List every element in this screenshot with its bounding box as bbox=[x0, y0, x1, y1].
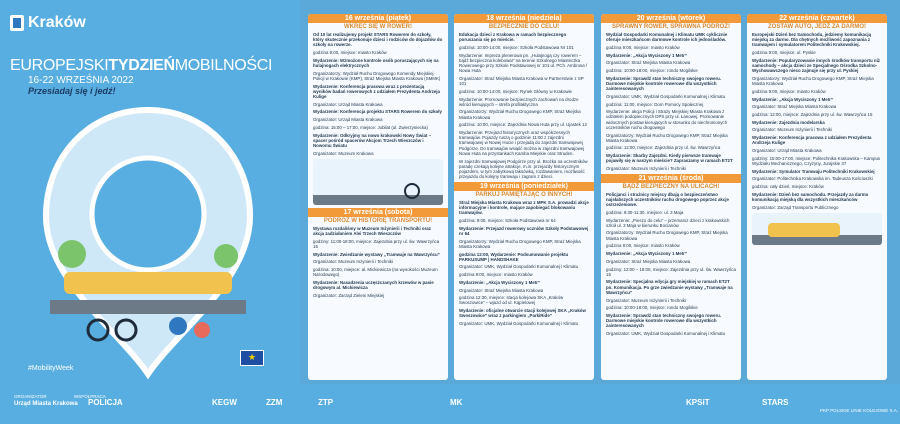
paragraph: godzina: 12:00, miejsce: Zajezdnia przy ul. św. Wawrzyńca bbox=[606, 145, 721, 151]
paragraph: godzina: 15:00 – 17:00, miejsce: Jubilat (ul. Zwierzyniecka) bbox=[313, 124, 428, 130]
paragraph: Organizatorzy: Wydział Ruchu Drogowego KMP, Straż Miejska Miasta Krakowa bbox=[606, 230, 728, 241]
sponsor-logo[interactable]: POLICJA bbox=[88, 398, 123, 407]
paragraph: godzina: 10:00, miejsce: al. Mickiewicza (na wysokości Muzeum Narodowego) bbox=[313, 267, 438, 278]
road-illustration bbox=[50, 300, 246, 314]
day-header: 16 września (piątek) bbox=[308, 14, 448, 23]
day-body bbox=[308, 226, 448, 298]
day-theme: WKRĘĆ SIĘ W ROWER! bbox=[344, 24, 412, 30]
paragraph: godzina: 9:00, miejsce: Szkoła Podstawowa nr 64 bbox=[459, 217, 556, 223]
paragraph: Wydział Gospodarki Komunalnej i Klimatu UMK cyklicznie oferuje mieszkańcom darmowe kontrole ich jednośladów. bbox=[606, 32, 728, 43]
tram-illustration bbox=[752, 213, 882, 245]
hashtag[interactable]: #MobilityWeek bbox=[28, 365, 74, 372]
paragraph: Wydarzenie: Zajezdnia modelarska bbox=[752, 119, 825, 125]
sponsor-logo[interactable]: KEGW bbox=[212, 398, 237, 407]
title-part-3: MOBILNOŚCI bbox=[174, 57, 273, 74]
sponsor-logo[interactable]: ZZM bbox=[266, 398, 283, 407]
paragraph: Wydarzenie: Skarby Zajezdni. Kiedy pierwsze tramwaje pojawiły się w naszym mieście? Zapraszamy w ramach ET2T bbox=[606, 153, 733, 164]
organizer-name[interactable]: Urząd Miasta Krakowa bbox=[14, 401, 78, 407]
paragraph: Od 10 lat realizujemy projekt STARS Rowerem do szkoły, który skutecznie przekonuje dzieci i rodziców do dojazdów do szkoły na rowerze. bbox=[313, 32, 443, 48]
title-part-1: EUROPEJSKI bbox=[10, 57, 109, 74]
logo-text: Kraków bbox=[28, 14, 86, 31]
day-header: 18 września (niedziela) bbox=[454, 14, 594, 23]
schedule-column-1 bbox=[308, 14, 448, 380]
paragraph: godzina: 10:00-14:00, miejsce: Rynek Główny w Krakowie bbox=[459, 88, 572, 94]
paragraph: Wydarzenie: „Pieszo do celu” – przemarsz dzieci z krakowskich szkół ul. 3 Maja w kierunku Bocianów bbox=[606, 217, 730, 228]
day-body bbox=[747, 32, 887, 210]
paragraph: Organizatorzy: Wydział Ruchu Drogowego KMP, Straż Miejska Miasta Krakowa bbox=[459, 238, 581, 249]
paragraph: godzina 9:00, miejsce: miasto Kraków bbox=[313, 50, 387, 56]
day-header: 21 września (środa) bbox=[601, 174, 741, 183]
organizer-label: ORGANIZATOR bbox=[14, 394, 47, 399]
paragraph: godzina: 10:00-18:00, miejsce: rondo Mogilskie bbox=[606, 68, 698, 74]
poster-title bbox=[10, 58, 272, 74]
day-theme: PARKUJ PAMIĘTAJĄC O INNYCH! bbox=[475, 191, 573, 198]
day-body bbox=[601, 32, 741, 171]
paragraph: godzina: 12:00, miejsce: Zajezdnia przy ul. św. Wawrzyńca 15 bbox=[752, 111, 873, 117]
paragraph: godziny: 15:00-17:00, miejsce: Politechnika Krakowska – Kampus Wydziału Mechanicznego, Czyżyny, Jurajskie 37 bbox=[752, 155, 881, 166]
schedule-column-4 bbox=[747, 14, 887, 380]
pin-hole bbox=[92, 158, 204, 270]
poster-dates: 16-22 WRZEŚNIA 2022 bbox=[28, 75, 134, 86]
sponsor-logo[interactable]: STARS bbox=[762, 398, 789, 407]
paragraph: Organizator: Muzeum Inżynierii i Techniki bbox=[313, 259, 393, 265]
paragraph: Organizatorzy: Wydział Ruchu Drogowego KMP, Straż Miejska Miasta Krakowa bbox=[606, 132, 728, 143]
paragraph: Organizator: Urząd Miasta Krakowa bbox=[752, 147, 822, 153]
day-body bbox=[454, 200, 594, 326]
paragraph: Wystawa rozdaliśmy w Muzeum Inżynierii i Techniki oraz akcja zadziałaniem Alei Trzech Wieszczów bbox=[313, 225, 431, 237]
sponsor-logo[interactable]: KPSiT bbox=[686, 398, 710, 407]
krakow-logo[interactable] bbox=[10, 14, 86, 32]
paragraph: Wydarzenie: „Akcja Wyciszony 1 Metr” bbox=[459, 279, 541, 285]
paragraph: Organizator: Zarząd Transportu Publicznego bbox=[752, 204, 839, 210]
paragraph: Organizator: Straż Miejska Miasta Krakowa w Partnerstwie z SP 101 bbox=[459, 75, 584, 87]
paragraph: godzina 9:00, miejsce: miasto Kraków bbox=[752, 88, 826, 94]
paragraph: godzina: 10:00-14:00, miejsce: Szkoła Podstawowa Nr 101 bbox=[459, 44, 574, 50]
paragraph: Organizator: UMK, Wydział Gospodarki Komunalnej i Klimatu bbox=[606, 93, 726, 99]
day-theme: PODRÓŻ W HISTORIĘ TRANSPORTU! bbox=[323, 217, 433, 224]
paragraph: Organizatorzy: Wydział Ruchu Drogowego KMP, Straż Miejska Miasta Krakowa bbox=[752, 75, 874, 87]
map-pin-illustration bbox=[38, 104, 258, 380]
paragraph: Organizator: Muzeum Inżynierii i Techniki bbox=[606, 166, 686, 172]
paragraph: Organizator: Politechnika Krakowska im. Tadeusza Kościuszki bbox=[752, 176, 873, 182]
paragraph: Organizator: Urząd Miasta Krakowa bbox=[313, 117, 383, 123]
paragraph: Edukacja dzieci z Krakowa w ramach bezpiecznego poruszania się po mieście. bbox=[459, 32, 567, 43]
schedule-column-3 bbox=[601, 14, 741, 380]
day-theme: BĄDŹ BEZPIECZNY NA ULICACH! bbox=[622, 183, 720, 190]
day-theme: BEZPIECZNIE DO CELU! bbox=[488, 24, 560, 30]
partners-label: WSPÓŁPRACA bbox=[74, 394, 106, 399]
day-header: 17 września (sobota) bbox=[308, 208, 448, 217]
eu-flag-icon bbox=[240, 350, 264, 366]
day-theme: SPRAWNY ROWER, SPRAWNA PODRÓŻ! bbox=[611, 24, 730, 30]
day-header: 19 września (poniedziałek) bbox=[454, 182, 594, 191]
paragraph: godzina 12:30, miejsce: stacja kolejowa SKA „Kraków Swoszowice” – wjazd od ul. Kąpielowej bbox=[459, 295, 564, 306]
day-theme: ZOSTAW AUTO, JEDŹ ZA DARMO! bbox=[768, 24, 866, 30]
paragraph: Wydarzenie: „Akcja Wyciszony 1 Metr” bbox=[606, 52, 688, 58]
paragraph: Wydarzenie: Symulator Tramwaju Politechniki Krakowskiej bbox=[752, 168, 875, 174]
paragraph: Europejski Dzień bez Samochodu, jedziemy komunikacją miejską za darmo. Dla chętnych możliwość zapoznania z tramwajem i symulatorem Politechniki Krakowskiej. bbox=[752, 32, 872, 48]
paragraph: Wydarzenie: „Akcja Wyciszony 1 Metr” bbox=[752, 96, 834, 102]
poster-panel bbox=[0, 0, 300, 424]
cyclist-illustration bbox=[313, 159, 443, 205]
paragraph: Wydarzenie: Nasadzenia uczęszczanych krzewów w pasie drogowym al. Mickiewicza bbox=[313, 279, 434, 291]
bike-wheel-1 bbox=[88, 320, 108, 340]
person-2 bbox=[194, 322, 210, 338]
paragraph: Organizator: Straż Miejska Miasta Krakowa bbox=[752, 104, 837, 110]
sponsor-logo[interactable]: MK bbox=[450, 398, 463, 407]
paragraph: Wydarzenie: Specjalna edycja gry miejskiej w ramach ET2T pn. Komunikacja. Po grze zwiedzanie wystawy „Tramwaje na Wawrzyńcu” bbox=[606, 279, 733, 295]
paragraph: godzina 9:00, miejsce: miasto Kraków bbox=[459, 272, 533, 278]
paragraph: Policjanci i strażnicy miejscy dbają o bezpieczeństwo najsłabszych uczestników ruchu drogowego poprzez akcje ostrzeżeniowe. bbox=[606, 191, 729, 208]
paragraph: Organizator: UMK, Wydział Gospodarki Komunalnej i Klimatu bbox=[606, 331, 726, 337]
schedule-column-2 bbox=[454, 14, 594, 380]
paragraph: Organizator: UMK, Wydział Gospodarki Komunalnej i Klimatu bbox=[459, 264, 579, 270]
day-body bbox=[308, 32, 448, 156]
paragraph: Wydarzenie: Dzień bez samochodu. Przejazdy za darmo komunikacją miejską dla wszystkich mieszkańców bbox=[752, 191, 869, 202]
paragraph: Wydarzenie: Popularyzowanie innych środków transportu niż samochody – akcja dzieci ze Specjalnego Ośrodka Szkolno-Wychowawczego nieco zajmuje się przy ul. Pyskiej bbox=[752, 57, 880, 74]
sponsor-logo[interactable]: ZTP bbox=[318, 398, 334, 407]
day-body bbox=[601, 192, 741, 336]
paragraph: Organizator: Straż Miejska Miasta Krakowa bbox=[459, 287, 544, 293]
paragraph: Wydarzenie: Sprawdź stan techniczny swojego roweru. Darmowe miejskie kontrole rowerowe dla wszystkich zainteresowanych bbox=[606, 312, 722, 329]
paragraph: Wydarzenie: Zwiedzanie wystawy „Tramwaje na Wawrzyńcu” bbox=[313, 251, 440, 257]
paragraph: Wydarzenie: akcja Policji i Straży Miejskiej Miasta Krakowa z udziałem podopiecznych DPS przy ul. Łanowej. Promowanie widocznych postaw kierujących w stosunku do niechronionych uczestników ruchu drogowego bbox=[606, 109, 728, 130]
paragraph: Organizator: Muzeum Inżynierii i Techniki bbox=[606, 297, 686, 303]
paragraph: Wydarzenie: Sprawdź stan techniczny swojego roweru. Darmowe miejskie kontrole rowerowe dla wszystkich zainteresowanych bbox=[606, 75, 722, 92]
road-illustration bbox=[313, 195, 443, 205]
day-header: 20 września (wtorek) bbox=[601, 14, 741, 23]
poster-slogan: Przesiadaj się i jedź! bbox=[28, 86, 116, 96]
paragraph: Organizator: UMK, Wydział Gospodarki Komunalnej i Klimatu bbox=[459, 321, 579, 327]
paragraph: Wydarzenie: Promowanie bezpiecznych zachowań na drodze wśród kierujących – strefa profilaktyczna bbox=[459, 96, 579, 107]
paragraph: godzina: 10:00-18:00, miejsce: rondo Mogilskie bbox=[606, 305, 698, 311]
sponsor-logo[interactable]: PKP POLSKIE LINIE KOLEJOWE S.A. bbox=[820, 408, 898, 413]
paragraph: Wydarzenie: Impreza plenerowa pn. „Hulajnogą czy rowerem – bądź bezpieczna kolebowa!” na terenie Szkolnego Miasteczka Rowerowego przy Szkole Podstawowej nr 101 ul. PCh. Ambrosa / Nowa Huta bbox=[459, 52, 588, 74]
paragraph: godzina 9:00, miejsce: miasto Kraków bbox=[606, 44, 680, 50]
paragraph: Organizator: Muzeum Inżynierii i Techniki bbox=[752, 127, 832, 133]
tram-icon bbox=[768, 223, 841, 237]
paragraph: godzina 9:00, miejsce: ul. Pyskie bbox=[752, 50, 816, 56]
paragraph: Wydarzenie: „Akcja Wyciszony 1 Metr” bbox=[606, 251, 688, 257]
paragraph: Wydarzenie: Wzmożone kontrole osób poruszających się na hulajnogach elektrycznych bbox=[313, 57, 439, 69]
paragraph: Wydarzenie: Przejazd historycznych oraz współczesnych tramwajów. Pojazdy ruszą o godzinie 11:00 z zajezdni tramwajowej w Nowej Hucie i przejadą do zajezdni tramwajowej Podgórze. Do tramwajów wsiąść można w zajezdni tramwajowej Nowa Huta na przystankach Kamba Miejskie oraz Struden. bbox=[459, 130, 585, 156]
tree-2 bbox=[214, 244, 238, 268]
paragraph: Organizatorzy: Wydział Ruchu Drogowego KMP, Straż Miejska Miasta Krakowa bbox=[459, 109, 581, 120]
title-part-2: TYDZIEŃ bbox=[108, 57, 175, 74]
paragraph: godzina: 11:00, miejsce: Dom Pomocy Społecznej bbox=[606, 101, 704, 107]
paragraph: godzina 9:00, miejsce: miasto Kraków bbox=[606, 243, 680, 249]
krakow-crest-icon bbox=[10, 15, 24, 31]
paragraph: Wydarzenie: Konferencja prasowa wraz z prezentacją wyników badań rowerowych z udziałem Prezydenta Andrzeja Kulige bbox=[313, 83, 440, 100]
paragraph: godzina 12:00, Wydarzenie: Podsumowanie projektu PARKUSUMP | HANDSHAKE bbox=[459, 251, 569, 262]
paragraph: Organizator: Straż Miejska Miasta Krakowa bbox=[606, 258, 691, 264]
paragraph: W zajezdni tramwajowej Podgórze przy ul. Brożka na uczestników paradę czekają kolejne atrakcje, m.in. przejazdy historycznym pojazdem, w tym zabytkową taksówką, rozdawaniem, możliwość przejazdu do kolejny tramwaju i zagram z dzieci. bbox=[459, 158, 588, 180]
paragraph: Organizator: Zarząd Zieleni Miejskiej bbox=[313, 292, 385, 298]
paragraph: Wydarzenie: Konferencja projektu STARS Rowerem do szkoły bbox=[313, 109, 442, 115]
day-body bbox=[454, 32, 594, 179]
paragraph: Organizator: Straż Miejska Miasta Krakowa bbox=[606, 60, 691, 66]
tree-1 bbox=[58, 240, 86, 268]
paragraph: Organizator: Urząd Miasta Krakowa bbox=[313, 101, 383, 107]
tram-illustration bbox=[64, 272, 232, 294]
paragraph: Organizatorzy: Wydział Ruchu Drogowego Komendy Miejskiej Policji w Krakowie (KMP), Straż Miejska Miasta Krakowa (SMMK) bbox=[313, 70, 441, 81]
paragraph: Wydarzenie: Przejazd rowerowy uczniów Szkoły Podstawowej nr 64 bbox=[459, 225, 589, 236]
paragraph: godzina: cały dzień, miejsce: Kraków bbox=[752, 183, 824, 189]
paragraph: Organizator: Muzeum Krakowa bbox=[313, 150, 374, 156]
paragraph: godziny: 12:00 – 18:00, miejsce: Zajezdnia przy ul. św. Wawrzyńca 15 bbox=[606, 266, 736, 277]
paragraph: godziny: 11:00-18:00, miejsce: Zajezdnia przy ul. św. Wawrzyńca 15 bbox=[313, 238, 440, 249]
paragraph: Wydarzenie: Odkryjmy na nowo krakowski Nowy Świat – spacer pośród spacerów Akcjom Trzech Wieszczów i Nowomu Światu bbox=[313, 132, 432, 148]
paragraph: godzina: 9:30-11:30, miejsce: ul. 3 Maja bbox=[606, 209, 684, 215]
day-header: 22 września (czwartek) bbox=[747, 14, 887, 23]
paragraph: godzina: 10:00, miejsce: Zajezdnia Nowa Huta przy ul. Ujastek 12 bbox=[459, 122, 587, 128]
paragraph: Wydarzenie: Konferencja prasowa z udziałem Prezydenta Andrzeja Kulige bbox=[752, 135, 872, 146]
paragraph: Wydarzenie: oficjalne otwarcie stacji kolejowej SKA „Kraków Swoszowice” wraz z parkingiem „ParkiRide” bbox=[459, 308, 586, 319]
paragraph: Straż Miejska Miasta Krakowa wraz z MPK S.A. prowadzi akcje informacyjne i kontrole, mające zapobiegać blokowaniu tramwajów. bbox=[459, 199, 589, 216]
bicycle-icon bbox=[404, 183, 420, 199]
person-1 bbox=[169, 317, 187, 335]
